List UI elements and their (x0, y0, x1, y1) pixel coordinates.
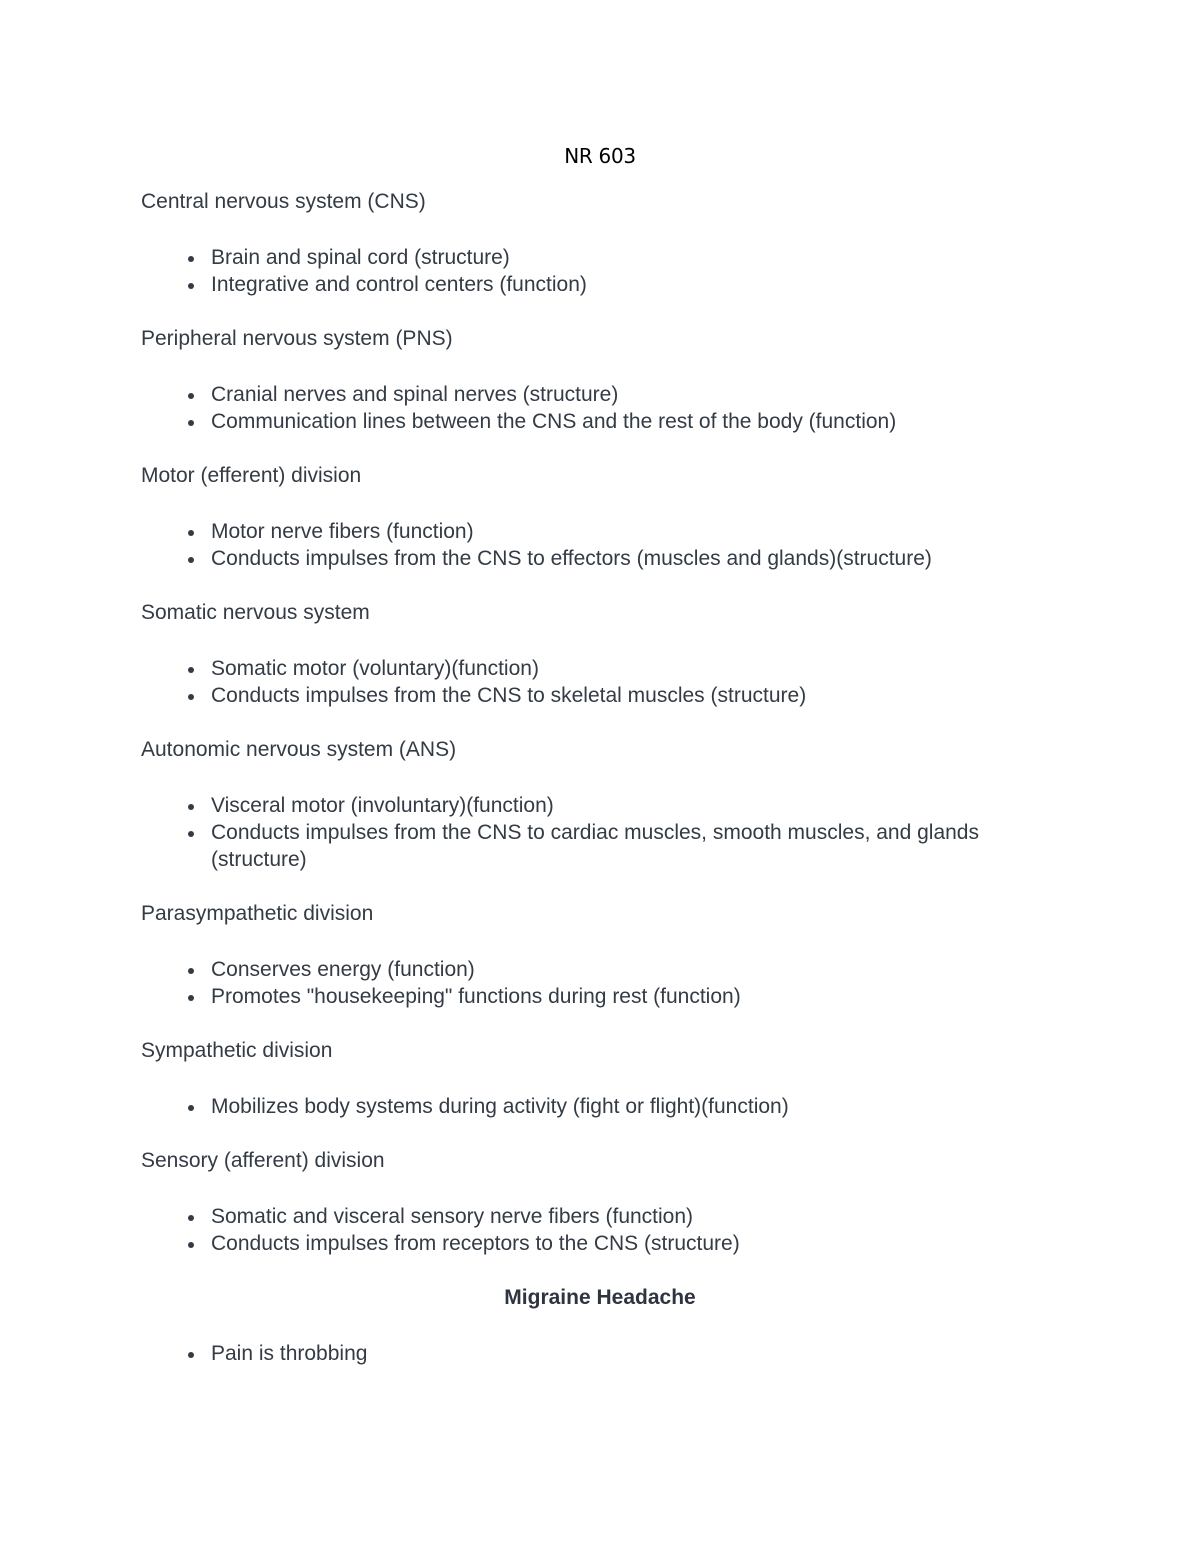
section-heading: Central nervous system (CNS) (141, 190, 426, 213)
document-body (141, 188, 1041, 1394)
section-heading: Autonomic nervous system (ANS) (141, 738, 457, 761)
list-item (141, 518, 1041, 545)
section-sympathetic-division (141, 1037, 1041, 1120)
section-heading: Parasympathetic division (141, 902, 374, 925)
section-heading: Motor (efferent) division (141, 464, 362, 487)
list-item-text: Cranial nerves and spinal nerves (structure) (211, 383, 619, 406)
list-item (141, 983, 1041, 1010)
list-item-text: Conducts impulses from the CNS to skeletal muscles (structure) (211, 684, 807, 707)
section-parasympathetic-division (141, 900, 1041, 1010)
bullet-icon (188, 283, 194, 289)
bullet-icon (188, 831, 194, 837)
bullet-icon (188, 968, 194, 974)
bullet-icon (188, 1242, 194, 1248)
bullet-list (141, 1340, 1041, 1367)
list-item-text: Conducts impulses from receptors to the CNS (structure) (211, 1232, 740, 1255)
list-item (141, 1340, 1041, 1367)
bullet-icon (188, 393, 194, 399)
list-item-text: Somatic and visceral sensory nerve fibers (function) (211, 1205, 694, 1228)
list-item (141, 244, 1041, 271)
bullet-list (141, 1093, 1041, 1120)
list-item-text: Mobilizes body systems during activity (fight or flight)(function) (211, 1095, 789, 1118)
section-ans (141, 736, 1041, 873)
list-item (141, 1203, 1041, 1230)
bullet-icon (188, 256, 194, 262)
section-sensory-division (141, 1147, 1041, 1257)
list-item (141, 381, 1041, 408)
migraine-heading: Migraine Headache (504, 1286, 696, 1309)
list-item (141, 545, 1041, 572)
list-item-text: Communication lines between the CNS and the rest of the body (function) (211, 410, 897, 433)
section-heading: Sensory (afferent) division (141, 1149, 385, 1172)
bullet-icon (188, 420, 194, 426)
list-item-text: Conserves energy (function) (211, 958, 475, 981)
list-item (141, 408, 1041, 435)
bullet-list (141, 381, 1041, 435)
bullet-list (141, 518, 1041, 572)
section-cns (141, 188, 1041, 298)
bullet-icon (188, 1352, 194, 1358)
list-item (141, 819, 1041, 873)
list-item (141, 956, 1041, 983)
bullet-list (141, 1203, 1041, 1257)
list-item (141, 655, 1041, 682)
list-item-text: Visceral motor (involuntary)(function) (211, 794, 554, 817)
list-item (141, 1093, 1041, 1120)
bullet-list (141, 655, 1041, 709)
list-item-text: Conducts impulses from the CNS to cardiac muscles, smooth muscles, and glands (structure) (211, 821, 979, 871)
list-item-text: Pain is throbbing (211, 1342, 368, 1365)
list-item-text: Somatic motor (voluntary)(function) (211, 657, 539, 680)
list-item (141, 1230, 1041, 1257)
section-pns (141, 325, 1041, 435)
section-heading: Peripheral nervous system (PNS) (141, 327, 453, 350)
list-item (141, 682, 1041, 709)
bullet-list (141, 244, 1041, 298)
section-motor-division (141, 462, 1041, 572)
bullet-icon (188, 1215, 194, 1221)
list-item (141, 792, 1041, 819)
bullet-icon (188, 557, 194, 563)
list-item-text: Conducts impulses from the CNS to effectors (muscles and glands)(structure) (211, 547, 932, 570)
document-title: NR 603 (564, 144, 636, 168)
section-heading: Sympathetic division (141, 1039, 333, 1062)
list-item-text: Integrative and control centers (function) (211, 273, 587, 296)
section-heading: Somatic nervous system (141, 601, 370, 624)
list-item-text: Motor nerve fibers (function) (211, 520, 474, 543)
list-item-text: Promotes "housekeeping" functions during rest (function) (211, 985, 741, 1008)
bullet-icon (188, 667, 194, 673)
bullet-icon (188, 804, 194, 810)
bullet-list (141, 792, 1041, 873)
list-item-text: Brain and spinal cord (structure) (211, 246, 510, 269)
section-somatic-nervous-system (141, 599, 1041, 709)
bullet-icon (188, 995, 194, 1001)
section-migraine-headache (141, 1284, 1041, 1367)
bullet-icon (188, 530, 194, 536)
list-item (141, 271, 1041, 298)
bullet-list (141, 956, 1041, 1010)
bullet-icon (188, 694, 194, 700)
bullet-icon (188, 1105, 194, 1111)
